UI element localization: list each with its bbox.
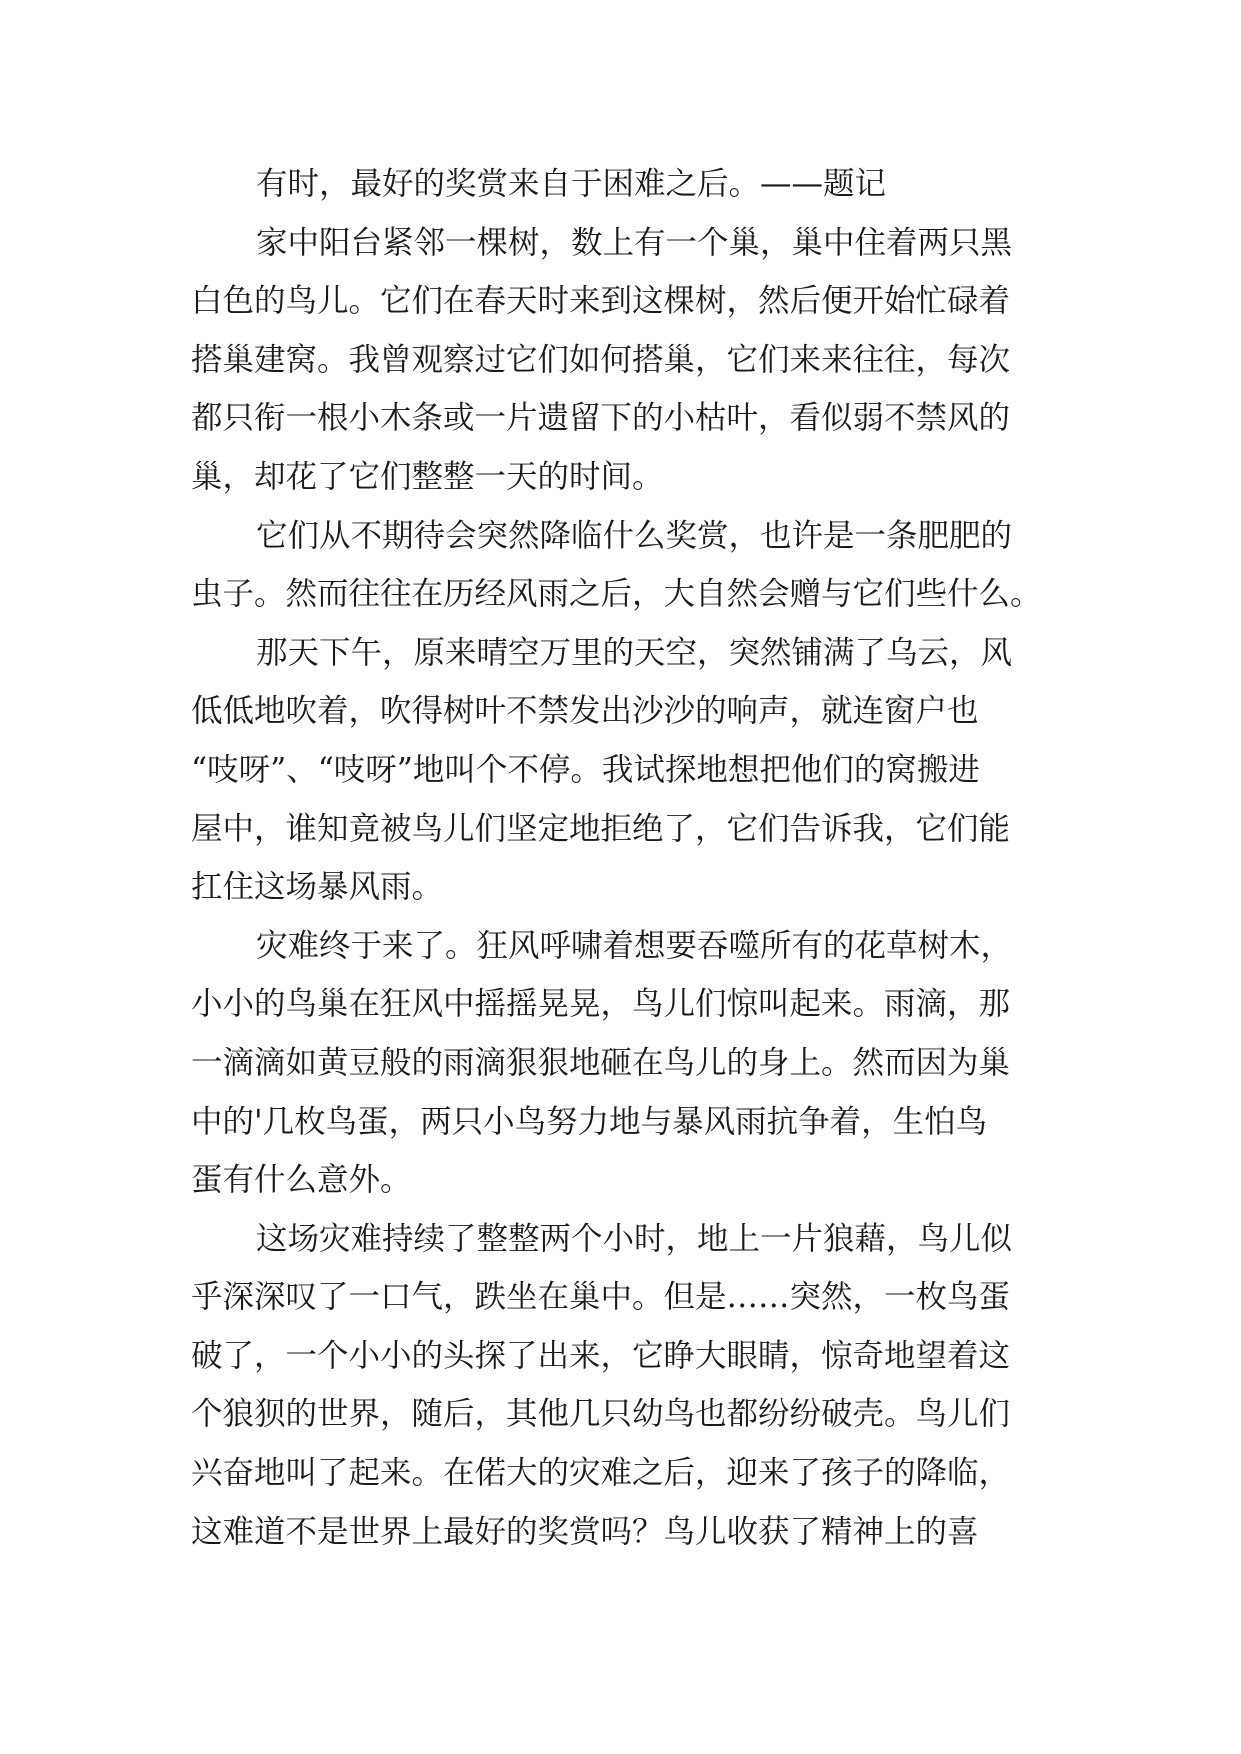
paragraph-5-line-6: 这难道不是世界上最好的奖赏吗？鸟儿收获了精神上的喜 bbox=[191, 1513, 979, 1550]
paragraph-3-line-1: 那天下午，原来晴空万里的天空，突然铺满了乌云，风 bbox=[256, 634, 1013, 671]
paragraph-4-line-3: 一滴滴如黄豆般的雨滴狠狠地砸在鸟儿的身上。然而因为巢 bbox=[191, 1044, 1011, 1081]
paragraph-4-line-1: 灾难终于来了。狂风呼啸着想要吞噬所有的花草树木， bbox=[256, 927, 1013, 964]
document-body bbox=[191, 155, 1051, 1561]
paragraph-4-line-5: 蛋有什么意外。 bbox=[191, 1162, 412, 1199]
paragraph-3-line-3: “吱呀”、“吱呀”地叫个不停。我试探地想把他们的窝搬进 bbox=[191, 751, 980, 788]
paragraph-2-line-1: 它们从不期待会突然降临什么奖赏，也许是一条肥肥的 bbox=[256, 517, 1013, 554]
paragraph-4-line-4: 中的'几枚鸟蛋，两只小鸟努力地与暴风雨抗争着，生怕鸟 bbox=[191, 1103, 988, 1140]
paragraph-5-line-3: 破了，一个小小的头探了出来，它睁大眼睛，惊奇地望着这 bbox=[191, 1337, 1011, 1374]
paragraph-1-line-1: 家中阳台紧邻一棵树，数上有一个巢，巢中住着两只黑 bbox=[256, 224, 1013, 261]
paragraph-3-line-2: 低低地吹着，吹得树叶不禁发出沙沙的响声，就连窗户也 bbox=[191, 693, 979, 730]
paragraph-5-line-4: 个狼狈的世界，随后，其他几只幼鸟也都纷纷破壳。鸟儿们 bbox=[191, 1396, 1011, 1433]
epigraph-line: 有时，最好的奖赏来自于困难之后。——题记 bbox=[256, 166, 887, 202]
paragraph-4-line-2: 小小的鸟巢在狂风中摇摇晃晃，鸟儿们惊叫起来。雨滴，那 bbox=[191, 986, 1011, 1023]
paragraph-3-line-5: 扛住这场暴风雨。 bbox=[191, 869, 444, 906]
paragraph-2-line-2: 虫子。然而往往在历经风雨之后，大自然会赠与它们些什么。 bbox=[191, 576, 1042, 613]
paragraph-1-line-3: 搭巢建窝。我曾观察过它们如何搭巢，它们来来往往，每次 bbox=[191, 341, 1011, 378]
paragraph-5-line-2: 乎深深叹了一口气，跌坐在巢中。但是……突然，一枚鸟蛋 bbox=[191, 1279, 1011, 1316]
paragraph-1-line-4: 都只衔一根小木条或一片遗留下的小枯叶，看似弱不禁风的 bbox=[191, 400, 1011, 437]
paragraph-3-line-4: 屋中，谁知竟被鸟儿们坚定地拒绝了，它们告诉我，它们能 bbox=[191, 810, 1011, 847]
paragraph-1-line-2: 白色的鸟儿。它们在春天时来到这棵树，然后便开始忙碌着 bbox=[191, 283, 1011, 320]
paragraph-5-line-1: 这场灾难持续了整整两个小时，地上一片狼藉，鸟儿似 bbox=[256, 1220, 1013, 1257]
paragraph-5-line-5: 兴奋地叫了起来。在偌大的灾难之后，迎来了孩子的降临， bbox=[191, 1455, 1011, 1492]
paragraph-1-line-5: 巢，却花了它们整整一天的时间。 bbox=[191, 458, 664, 495]
